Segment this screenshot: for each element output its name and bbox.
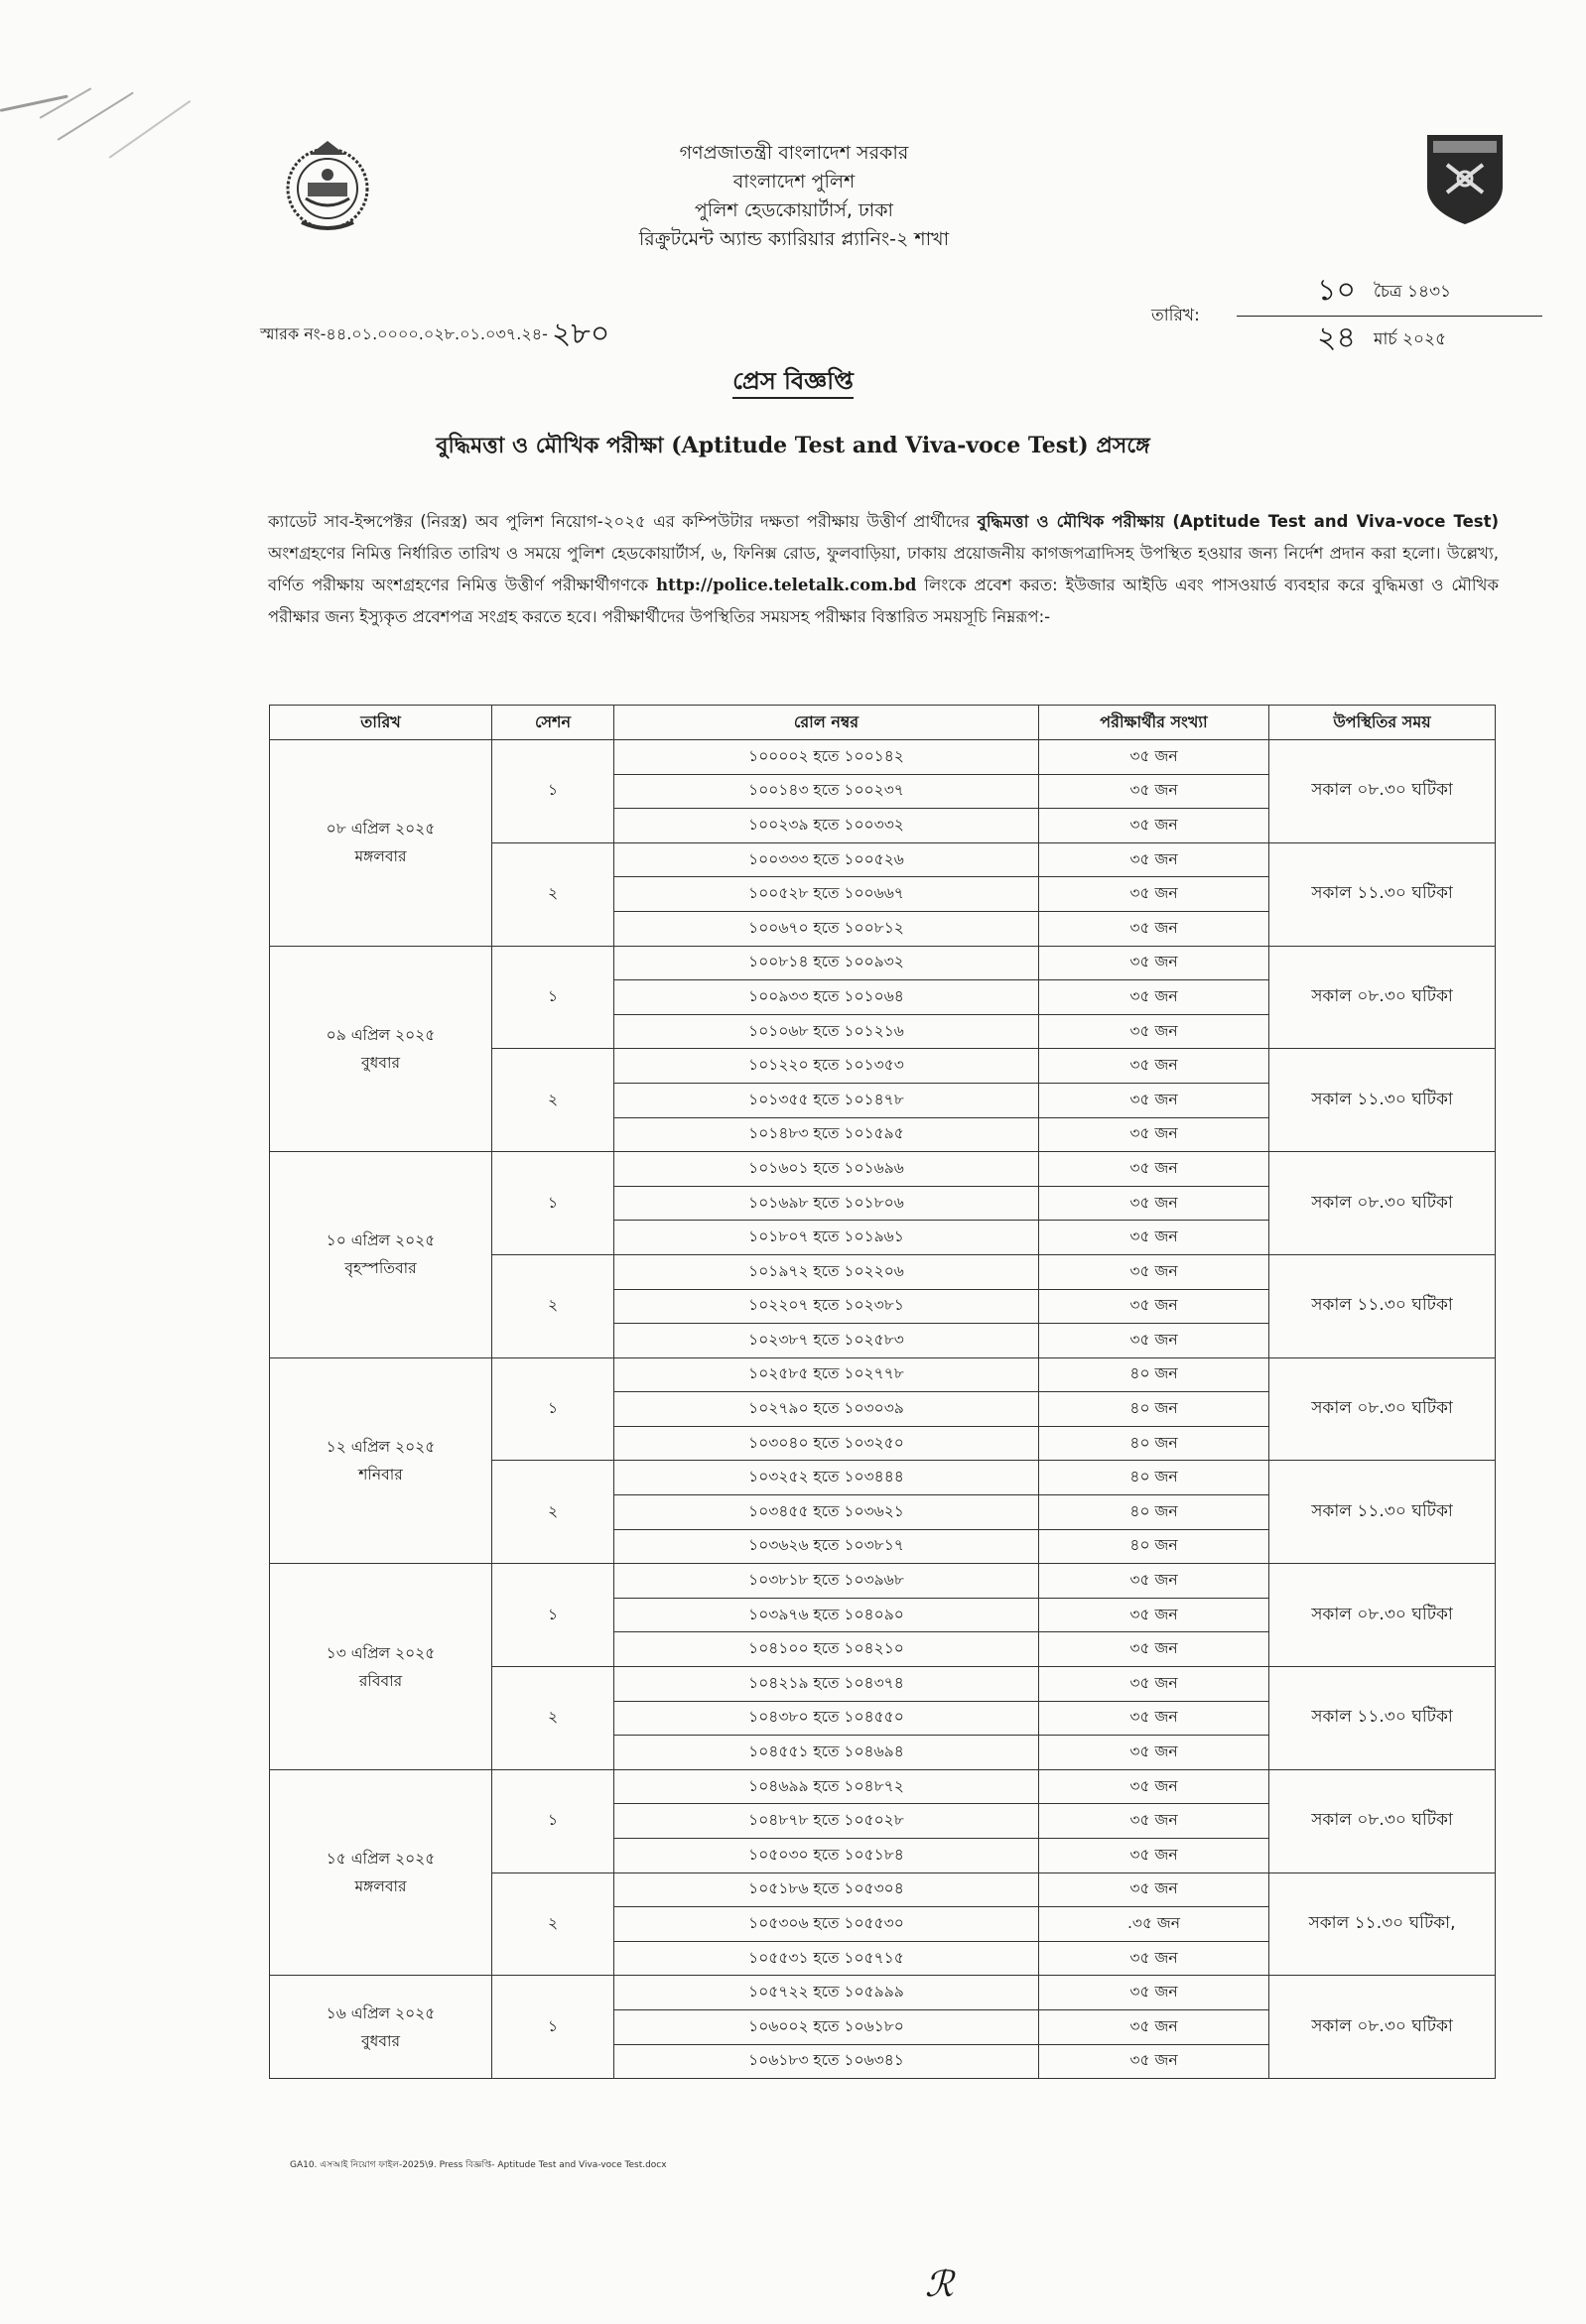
- roll-range-cell: ১০২৫৮৫ হতে ১০২৭৭৮: [614, 1357, 1039, 1392]
- english-date: [1300, 314, 1446, 364]
- bangla-date: [1300, 266, 1451, 317]
- session-cell: ১: [492, 1152, 614, 1255]
- memo-reference: [260, 310, 609, 360]
- table-row: [270, 946, 1496, 980]
- candidate-count-cell: ৩৫ জন: [1039, 980, 1269, 1015]
- candidate-count-cell: ৩৫ জন: [1039, 1152, 1269, 1187]
- police-shield-emblem-icon: [1423, 131, 1507, 226]
- candidate-count-cell: ৩৫ জন: [1039, 2009, 1269, 2044]
- candidate-count-cell: ৪০ জন: [1039, 1392, 1269, 1427]
- roll-range-cell: ১০১৯৭২ হতে ১০২২০৬: [614, 1254, 1039, 1289]
- subject-english: (Aptitude Test and Viva-voce Test): [663, 433, 1097, 458]
- candidate-count-cell: .৩৫ জন: [1039, 1907, 1269, 1942]
- table-row: [270, 740, 1496, 775]
- header-date: তারিখ: [270, 706, 492, 740]
- roll-range-cell: ১০৩০৪০ হতে ১০৩২৫০: [614, 1426, 1039, 1461]
- date-cell: [270, 1769, 492, 1976]
- scan-mark: [40, 87, 92, 119]
- session-cell: ১: [492, 1976, 614, 2079]
- header-time: উপস্থিতির সময়: [1269, 706, 1496, 740]
- candidate-count-cell: ৪০ জন: [1039, 1529, 1269, 1564]
- subject-prefix: বুদ্ধিমত্তা ও মৌখিক পরীক্ষা: [436, 434, 664, 458]
- candidate-count-cell: ৩৫ জন: [1039, 774, 1269, 809]
- roll-range-cell: ১০৩৮১৮ হতে ১০৩৯৬৮: [614, 1564, 1039, 1599]
- attendance-time-cell: সকাল ০৮.৩০ ঘটিকা: [1269, 946, 1496, 1049]
- page-title: প্রেস বিজ্ঞপ্তি: [0, 363, 1586, 403]
- file-path-note: GA10. এসআই নিয়োগ ফাইল-2025\9. Press বিজ্ঞপ্তি- Aptitude Test and Viva-voce Test.docx: [290, 2160, 667, 2170]
- exam-weekday: বৃহস্পতিবার: [344, 1259, 417, 1278]
- candidate-count-cell: ৩৫ জন: [1039, 1186, 1269, 1221]
- candidate-count-cell: ৩৫ জন: [1039, 946, 1269, 980]
- handwritten-initial: ℛ: [925, 2264, 954, 2305]
- candidate-count-cell: ৩৫ জন: [1039, 1324, 1269, 1358]
- body-part-1: ক্যাডেট সাব-ইন্সপেক্টর (নিরস্ত্র) অব পুলিশ নিয়োগ-২০২৫ এর কম্পিউটার দক্ষতা পরীক্ষায় উত্তীর্ণ প্রার্থীদের: [268, 512, 978, 531]
- candidate-count-cell: ৩৫ জন: [1039, 1254, 1269, 1289]
- english-day: ২৪: [1317, 321, 1356, 355]
- exam-date: ১৬ এপ্রিল ২০২৫: [326, 2003, 436, 2022]
- table-row: [270, 1976, 1496, 2010]
- candidate-count-cell: ৪০ জন: [1039, 1426, 1269, 1461]
- candidate-count-cell: ৩৫ জন: [1039, 1117, 1269, 1152]
- roll-range-cell: ১০১৮০৭ হতে ১০১৯৬১: [614, 1221, 1039, 1255]
- candidate-count-cell: ৪০ জন: [1039, 1495, 1269, 1530]
- roll-range-cell: ১০২৩৮৭ হতে ১০২৫৮৩: [614, 1324, 1039, 1358]
- candidate-count-cell: ৩৫ জন: [1039, 1289, 1269, 1324]
- roll-range-cell: ১০৪৬৯৯ হতে ১০৪৮৭২: [614, 1769, 1039, 1804]
- roll-range-cell: ১০৪৮৭৮ হতে ১০৫০২৮: [614, 1804, 1039, 1839]
- body-bold: বুদ্ধিমত্তা ও মৌখিক পরীক্ষায় (Aptitude Test and Viva-voce Test): [977, 512, 1500, 531]
- roll-range-cell: ১০৫৫৩১ হতে ১০৫৭১৫: [614, 1941, 1039, 1976]
- candidate-count-cell: ৩৫ জন: [1039, 1014, 1269, 1049]
- roll-range-cell: ১০৬০০২ হতে ১০৬১৮০: [614, 2009, 1039, 2044]
- bangla-month: চৈত্র ১৪৩১: [1374, 282, 1452, 302]
- roll-range-cell: ১০৪৩৮০ হতে ১০৪৫৫০: [614, 1701, 1039, 1736]
- roll-range-cell: ১০৬১৮৩ হতে ১০৬৩৪১: [614, 2044, 1039, 2079]
- candidate-count-cell: ৩৫ জন: [1039, 1872, 1269, 1907]
- roll-range-cell: ১০৪৫৫১ হতে ১০৪৬৯৪: [614, 1736, 1039, 1770]
- roll-range-cell: ১০০৯৩৩ হতে ১০১০৬৪: [614, 980, 1039, 1015]
- candidate-count-cell: ৩৫ জন: [1039, 2044, 1269, 2079]
- table-row: [270, 1564, 1496, 1599]
- candidate-count-cell: ৩৫ জন: [1039, 1221, 1269, 1255]
- session-cell: ২: [492, 842, 614, 946]
- attendance-time-cell: সকাল ১১.৩০ ঘটিকা: [1269, 1667, 1496, 1770]
- roll-range-cell: ১০২২০৭ হতে ১০২৩৮১: [614, 1289, 1039, 1324]
- candidate-count-cell: ৩৫ জন: [1039, 740, 1269, 775]
- candidate-count-cell: ৩৫ জন: [1039, 1049, 1269, 1084]
- bangla-day: ১০: [1317, 273, 1356, 308]
- session-cell: ২: [492, 1049, 614, 1152]
- candidate-count-cell: ৩৫ জন: [1039, 877, 1269, 912]
- table-header-row: [270, 706, 1496, 740]
- candidate-count-cell: ৩৫ জন: [1039, 1736, 1269, 1770]
- schedule-table: [269, 705, 1496, 2079]
- date-cell: [270, 1976, 492, 2079]
- roll-range-cell: ১০১৩৫৫ হতে ১০১৪৭৮: [614, 1083, 1039, 1117]
- roll-range-cell: ১০০১৪৩ হতে ১০০২৩৭: [614, 774, 1039, 809]
- candidate-count-cell: ৩৫ জন: [1039, 1804, 1269, 1839]
- date-cell: [270, 740, 492, 947]
- roll-range-cell: ১০৩৯৭৬ হতে ১০৪০৯০: [614, 1598, 1039, 1632]
- roll-range-cell: ১০১২২০ হতে ১০১৩৫৩: [614, 1049, 1039, 1084]
- session-cell: ২: [492, 1872, 614, 1976]
- header-line: গণপ্রজাতন্ত্রী বাংলাদেশ সরকার: [679, 142, 909, 164]
- roll-range-cell: ১০৩২৫২ হতে ১০৩৪৪৪: [614, 1461, 1039, 1495]
- candidate-count-cell: ৩৫ জন: [1039, 1598, 1269, 1632]
- session-cell: ১: [492, 946, 614, 1049]
- date-cell: [270, 1564, 492, 1770]
- date-label: তারিখ:: [1151, 306, 1200, 325]
- exam-weekday: বুধবার: [361, 1053, 400, 1072]
- candidate-count-cell: ৩৫ জন: [1039, 1976, 1269, 2010]
- bangladesh-police-emblem-icon: [280, 137, 375, 236]
- english-month: মার্চ ২০২৫: [1374, 329, 1447, 349]
- roll-range-cell: ১০০৫২৮ হতে ১০০৬৬৭: [614, 877, 1039, 912]
- body-part-3: লিংকে প্রবেশ করত: ইউজার আইডি এবং পাসওয়ার্ড ব্যবহার করে বুদ্ধিমত্তা ও মৌখিক পরীক্ষার জন্য ইস্যুকৃত প্রবেশপত্র সংগ্রহ করতে হবে। পরীক্ষার্থীদের উপস্থিতির সময়সহ পরীক্ষার বিস্তারিত সময়সূচি নিম্নরূপ:-: [268, 576, 1499, 626]
- header-session: সেশন: [492, 706, 614, 740]
- session-cell: ২: [492, 1667, 614, 1770]
- teletalk-link[interactable]: http://police.teletalk.com.bd: [656, 576, 917, 594]
- attendance-time-cell: সকাল ১১.৩০ ঘটিকা: [1269, 842, 1496, 946]
- subject-line: [0, 429, 1586, 465]
- exam-date: ০৮ এপ্রিল ২০২৫: [326, 820, 436, 839]
- exam-date: ১২ এপ্রিল ২০২৫: [326, 1437, 436, 1456]
- date-cell: [270, 1152, 492, 1358]
- exam-date: ১৩ এপ্রিল ২০২৫: [326, 1643, 436, 1662]
- attendance-time-cell: সকাল ০৮.৩০ ঘটিকা: [1269, 740, 1496, 843]
- candidate-count-cell: ৪০ জন: [1039, 1461, 1269, 1495]
- roll-range-cell: ১০৫৭২২ হতে ১০৫৯৯৯: [614, 1976, 1039, 2010]
- attendance-time-cell: সকাল ১১.৩০ ঘটিকা: [1269, 1254, 1496, 1357]
- roll-range-cell: ১০১৪৮৩ হতে ১০১৫৯৫: [614, 1117, 1039, 1152]
- candidate-count-cell: ৩৫ জন: [1039, 842, 1269, 877]
- roll-range-cell: ১০১০৬৮ হতে ১০১২১৬: [614, 1014, 1039, 1049]
- session-cell: ২: [492, 1254, 614, 1357]
- header-count: পরীক্ষার্থীর সংখ্যা: [1039, 706, 1269, 740]
- header-line: পুলিশ হেডকোয়ার্টার্স, ঢাকা: [694, 199, 894, 221]
- table-row: [270, 1769, 1496, 1804]
- memo-label: স্মারক নং-৪৪.০১.০০০০.০২৮.০১.০৩৭.২৪-: [260, 324, 548, 343]
- exam-date: ১৫ এপ্রিল ২০২৫: [326, 1850, 436, 1869]
- roll-range-cell: ১০১৬৯৮ হতে ১০১৮০৬: [614, 1186, 1039, 1221]
- exam-weekday: মঙ্গলবার: [354, 847, 407, 866]
- candidate-count-cell: ৩৫ জন: [1039, 1769, 1269, 1804]
- exam-weekday: শনিবার: [358, 1465, 403, 1484]
- exam-date: ১০ এপ্রিল ২০২৫: [326, 1231, 436, 1250]
- exam-date: ০৯ এপ্রিল ২০২৫: [326, 1025, 436, 1044]
- scan-mark: [108, 100, 191, 159]
- roll-range-cell: ১০২৭৯০ হতে ১০৩০৩৯: [614, 1392, 1039, 1427]
- candidate-count-cell: ৩৫ জন: [1039, 1701, 1269, 1736]
- exam-weekday: রবিবার: [358, 1671, 403, 1690]
- table-row: [270, 1357, 1496, 1392]
- candidate-count-cell: ৩৫ জন: [1039, 1839, 1269, 1873]
- roll-range-cell: ১০০০০২ হতে ১০০১৪২: [614, 740, 1039, 775]
- date-cell: [270, 946, 492, 1152]
- roll-range-cell: ১০৪২১৯ হতে ১০৪৩৭৪: [614, 1667, 1039, 1702]
- attendance-time-cell: সকাল ১১.৩০ ঘটিকা: [1269, 1461, 1496, 1564]
- session-cell: ২: [492, 1461, 614, 1564]
- attendance-time-cell: সকাল ০৮.৩০ ঘটিকা: [1269, 1769, 1496, 1872]
- candidate-count-cell: ৩৫ জন: [1039, 1941, 1269, 1976]
- roll-range-cell: ১০১৬০১ হতে ১০১৬৯৬: [614, 1152, 1039, 1187]
- exam-weekday: মঙ্গলবার: [354, 1877, 407, 1896]
- roll-range-cell: ১০০৩৩৩ হতে ১০০৫২৬: [614, 842, 1039, 877]
- attendance-time-cell: সকাল ১১.৩০ ঘটিকা,: [1269, 1872, 1496, 1976]
- session-cell: ১: [492, 1769, 614, 1872]
- roll-range-cell: ১০০৬৭০ হতে ১০০৮১২: [614, 911, 1039, 946]
- candidate-count-cell: ৪০ জন: [1039, 1357, 1269, 1392]
- subject-suffix: প্রসঙ্গে: [1096, 434, 1150, 458]
- candidate-count-cell: ৩৫ জন: [1039, 1632, 1269, 1667]
- roll-range-cell: ১০৩৬২৬ হতে ১০৩৮১৭: [614, 1529, 1039, 1564]
- attendance-time-cell: সকাল ০৮.৩০ ঘটিকা: [1269, 1564, 1496, 1667]
- attendance-time-cell: সকাল ০৮.৩০ ঘটিকা: [1269, 1152, 1496, 1255]
- session-cell: ১: [492, 1564, 614, 1667]
- header-line: রিক্রুটমেন্ট অ্যান্ড ক্যারিয়ার প্ল্যানিং-২ শাখা: [638, 228, 950, 250]
- memo-number: ২৮০: [551, 317, 610, 351]
- roll-range-cell: ১০০২৩৯ হতে ১০০৩৩২: [614, 809, 1039, 843]
- table-row: [270, 1152, 1496, 1187]
- session-cell: ১: [492, 1357, 614, 1461]
- roll-range-cell: ১০৫৩০৬ হতে ১০৫৫৩০: [614, 1907, 1039, 1942]
- attendance-time-cell: সকাল ১১.৩০ ঘটিকা: [1269, 1049, 1496, 1152]
- scan-mark: [0, 94, 68, 111]
- session-cell: ১: [492, 740, 614, 843]
- candidate-count-cell: ৩৫ জন: [1039, 1564, 1269, 1599]
- roll-range-cell: ১০৫০৩০ হতে ১০৫১৮৪: [614, 1839, 1039, 1873]
- attendance-time-cell: সকাল ০৮.৩০ ঘটিকা: [1269, 1976, 1496, 2079]
- header-roll: রোল নম্বর: [614, 706, 1039, 740]
- roll-range-cell: ১০০৮১৪ হতে ১০০৯৩২: [614, 946, 1039, 980]
- candidate-count-cell: ৩৫ জন: [1039, 1667, 1269, 1702]
- candidate-count-cell: ৩৫ জন: [1039, 1083, 1269, 1117]
- roll-range-cell: ১০৫১৮৬ হতে ১০৫৩০৪: [614, 1872, 1039, 1907]
- roll-range-cell: ১০৪১০০ হতে ১০৪২১০: [614, 1632, 1039, 1667]
- exam-weekday: বুধবার: [361, 2031, 400, 2050]
- roll-range-cell: ১০৩৪৫৫ হতে ১০৩৬২১: [614, 1495, 1039, 1530]
- office-header: [556, 139, 1032, 254]
- notice-body: [268, 506, 1499, 633]
- candidate-count-cell: ৩৫ জন: [1039, 809, 1269, 843]
- attendance-time-cell: সকাল ০৮.৩০ ঘটিকা: [1269, 1357, 1496, 1461]
- candidate-count-cell: ৩৫ জন: [1039, 911, 1269, 946]
- date-cell: [270, 1357, 492, 1564]
- header-line: বাংলাদেশ পুলিশ: [732, 171, 856, 193]
- body-part-2: অংশগ্রহণের নিমিত্ত নির্ধারিত তারিখ ও সময়ে পুলিশ হেডকোয়ার্টার্স, ৬, ফিনিক্স রোড, ফুলবাড়িয়া, ঢাকায় প্রয়োজনীয় কাগজপত্রাদিসহ উপস্থিত হওয়ার জন্য নির্দেশ প্রদান করা হলো। উল্লেখ্য, বর্ণিত পরীক্ষায় অংশগ্রহণের নিমিত্ত উত্তীর্ণ পরীক্ষার্থীগণকে: [268, 544, 1499, 594]
